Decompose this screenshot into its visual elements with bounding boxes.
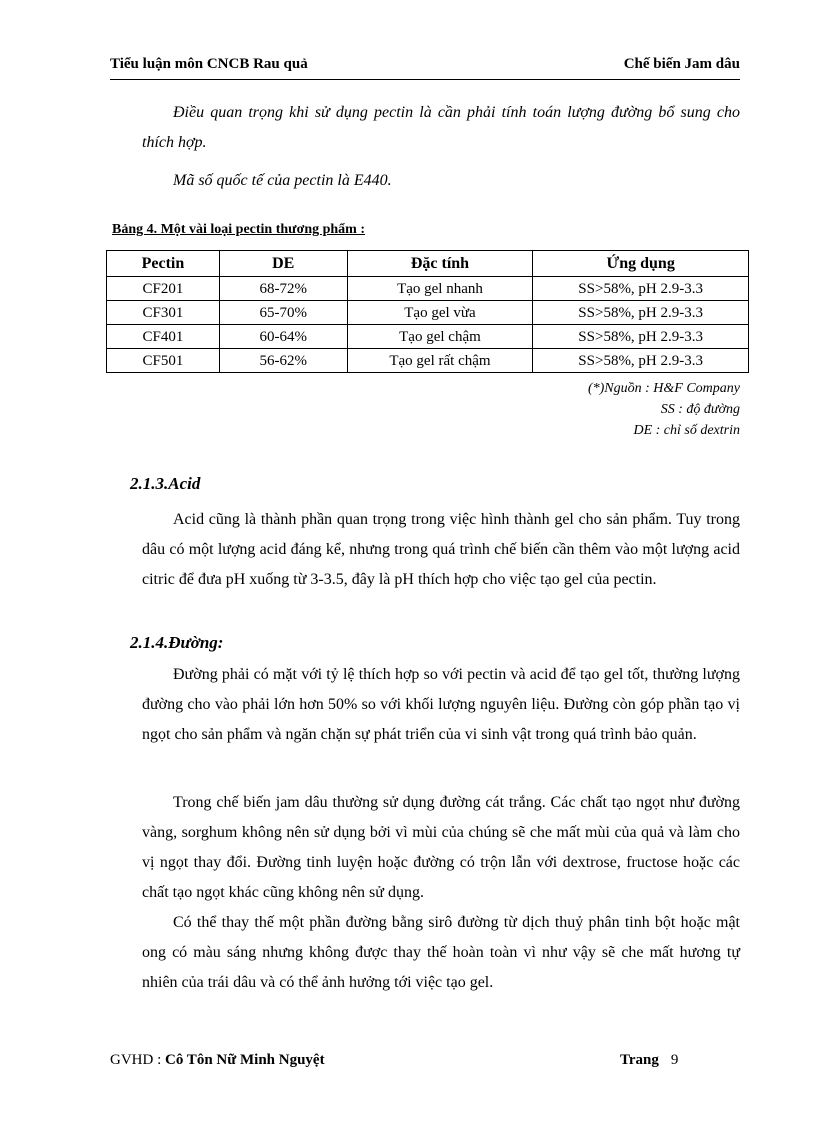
page-label: Trang xyxy=(620,1052,659,1068)
cell-de: 65-70% xyxy=(219,301,347,325)
cell-de: 68-72% xyxy=(219,277,347,301)
column-header-property: Đặc tính xyxy=(347,251,533,277)
page-indicator xyxy=(620,1052,678,1069)
de-note: DE : chỉ số dextrin xyxy=(633,423,740,438)
cell-pectin: CF301 xyxy=(107,301,220,325)
page-footer xyxy=(110,1052,740,1069)
intro-paragraph-1: Điều quan trọng khi sử dụng pectin là cần phải tính toán lượng đường bổ sung cho thích hợp. xyxy=(142,104,740,151)
page-header xyxy=(110,55,740,80)
cell-pectin: CF401 xyxy=(107,325,220,349)
cell-application: SS>58%, pH 2.9-3.3 xyxy=(533,349,749,373)
section-heading-sugar: 2.1.4.Đường: xyxy=(130,633,224,652)
cell-pectin: CF201 xyxy=(107,277,220,301)
table-caption: Bảng 4. Một vài loại pectin thương phẩm : xyxy=(112,222,366,237)
cell-property: Tạo gel rất chậm xyxy=(347,349,533,373)
table-row xyxy=(107,301,749,325)
sugar-paragraph-1: Đường phải có mặt với tỷ lệ thích hợp so với pectin và acid để tạo gel tốt, thường lượng đường cho vào phải lớn hơn 50% so với khối lượng nguyên liệu. Đường còn góp phần tạo vị ngọt cho sản phẩm và ngăn chặn sự phát triển của vi sinh vật trong quá trình bảo quản. xyxy=(142,666,740,743)
intro-paragraph-2: Mã số quốc tế của pectin là E440. xyxy=(173,172,392,189)
column-header-pectin: Pectin xyxy=(107,251,220,277)
cell-de: 60-64% xyxy=(219,325,347,349)
cell-application: SS>58%, pH 2.9-3.3 xyxy=(533,277,749,301)
pectin-table xyxy=(106,250,749,373)
cell-application: SS>58%, pH 2.9-3.3 xyxy=(533,301,749,325)
ss-note: SS : độ đường xyxy=(660,402,740,417)
header-topic-title: Chế biến Jam dâu xyxy=(623,56,740,72)
sugar-paragraph-3: Có thể thay thế một phần đường bằng sirô đường từ dịch thuỷ phân tinh bột hoặc mật ong có màu sáng nhưng không được thay thế hoàn toàn vì như vậy sẽ che mất hương tự nhiên của trái dâu và có thể ảnh hưởng tới việc tạo gel. xyxy=(142,914,740,991)
cell-application: SS>58%, pH 2.9-3.3 xyxy=(533,325,749,349)
cell-property: Tạo gel vừa xyxy=(347,301,533,325)
table-row xyxy=(107,277,749,301)
section-heading-acid: 2.1.3.Acid xyxy=(130,474,201,493)
header-course-title: Tiểu luận môn CNCB Rau quả xyxy=(110,56,308,72)
sugar-paragraph-2: Trong chế biến jam dâu thường sử dụng đường cát trắng. Các chất tạo ngọt như đường vàng, sorghum không nên sử dụng bởi vì mùi của chúng sẽ che mất mùi của quả và làm cho vị ngọt thay đổi. Đường tinh luyện hoặc đường có trộn lẫn với dextrose, fructose hoặc các chất tạo ngọt khác cũng không nên sử dụng. xyxy=(142,794,740,901)
advisor-name: Cô Tôn Nữ Minh Nguyệt xyxy=(165,1052,325,1068)
cell-property: Tạo gel nhanh xyxy=(347,277,533,301)
table-row xyxy=(107,349,749,373)
cell-de: 56-62% xyxy=(219,349,347,373)
cell-property: Tạo gel chậm xyxy=(347,325,533,349)
column-header-application: Ứng dụng xyxy=(533,251,749,277)
column-header-de: DE xyxy=(219,251,347,277)
table-row xyxy=(107,325,749,349)
advisor-label: GVHD : xyxy=(110,1052,165,1068)
source-note: (*)Nguồn : H&F Company xyxy=(587,381,740,396)
page-number: 9 xyxy=(670,1052,679,1068)
cell-pectin: CF501 xyxy=(107,349,220,373)
table-notes xyxy=(588,378,740,441)
table-header-row xyxy=(107,251,749,277)
acid-paragraph: Acid cũng là thành phần quan trọng trong việc hình thành gel cho sản phẩm. Tuy trong dâu có một lượng acid đáng kể, nhưng trong quá trình chế biến cần thêm vào một lượng acid citric để đưa pH xuống từ 3-3.5, đây là pH thích hợp cho việc tạo gel của pectin. xyxy=(142,511,740,588)
